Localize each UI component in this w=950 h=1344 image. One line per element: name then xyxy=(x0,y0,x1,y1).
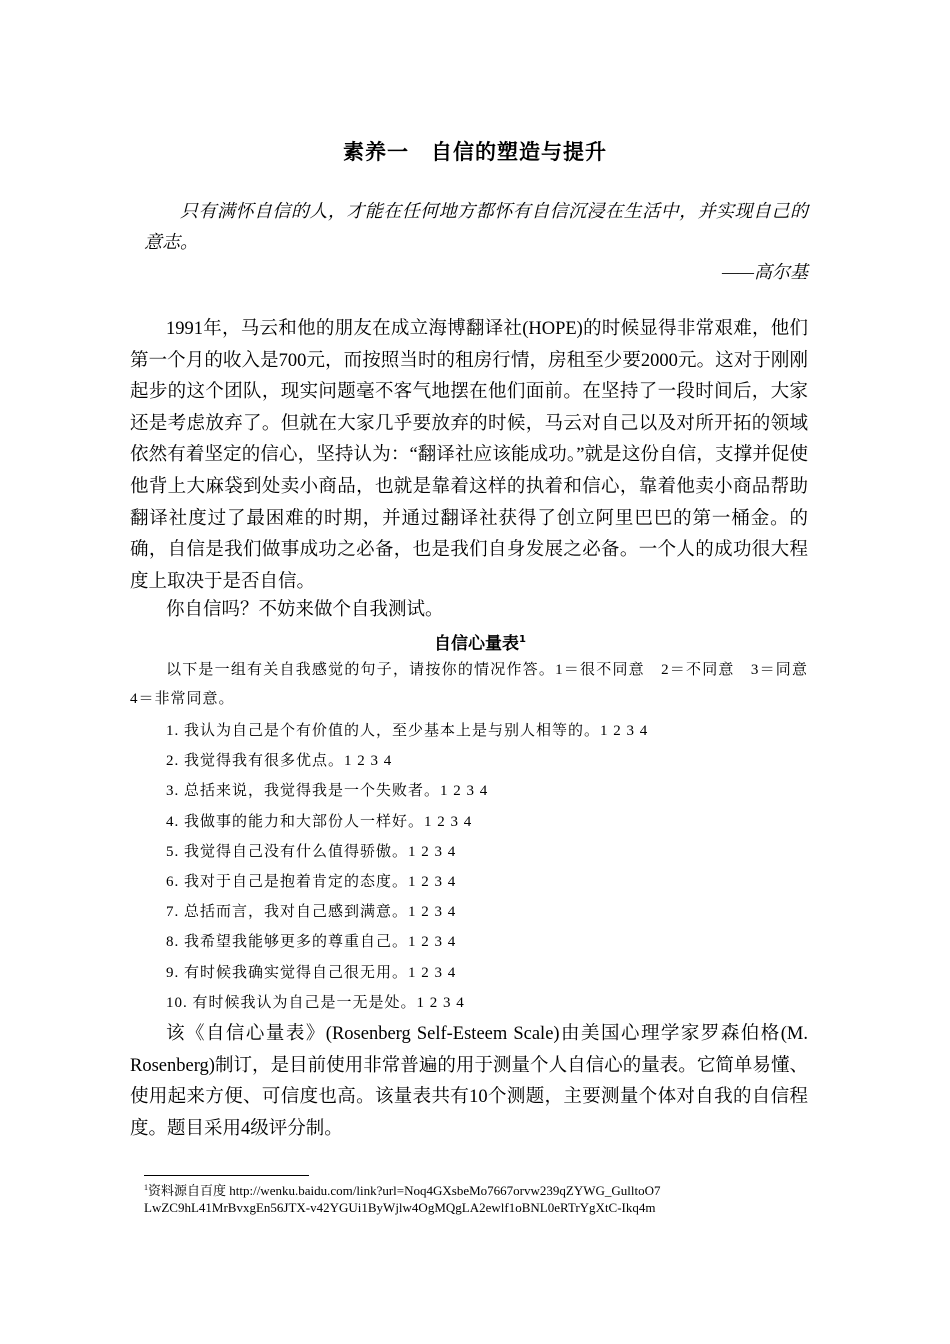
scale-instructions: 以下是一组有关自我感觉的句子，请按你的情况作答。1＝很不同意 2＝不同意 3＝同意 4＝非常同意。 xyxy=(130,662,825,707)
page-title: 素养一 自信的塑造与提升 xyxy=(343,140,607,164)
scale-item: 4. 我做事的能力和大部份人一样好。1 2 3 4 xyxy=(166,813,473,830)
scale-title-text: 自信心量表 xyxy=(434,634,520,654)
scale-item: 2. 我觉得我有很多优点。1 2 3 4 xyxy=(166,753,393,770)
footnote xyxy=(144,1180,664,1216)
scale-item: 8. 我希望我能够更多的尊重自己。1 2 3 4 xyxy=(166,934,457,951)
document-page xyxy=(130,0,825,1344)
scale-title xyxy=(130,627,830,657)
scale-item: 1. 我认为自己是个有价值的人，至少基本上是与别人相等的。1 2 3 4 xyxy=(166,723,649,739)
footnote-mark: 1 xyxy=(144,1183,148,1192)
scale-item: 7. 总括而言，我对自己感到满意。1 2 3 4 xyxy=(166,904,457,921)
story-paragraph: 1991年，马云和他的朋友在成立海博翻译社(HOPE)的时候显得非常艰难，他们第一个月的收入是700元，而按照当时的租房行情，房租至少要2000元。这对于刚刚起步的这个团队，现实问题毫不客气地摆在他们面前。在坚持了一段时间后，大家还是考虑放弃了。但就在大家几乎要放弃的时候，马云对自己以及对所开拓的领域依然有着坚定的信心，坚持认为：“翻译社应该能成功。”就是这份自信，支撑并促使他背上大麻袋到处卖小商品，也就是靠着这样的执着和信心，靠着他卖小商品帮助翻译社度过了最困难的时期，并通过翻译社获得了创立阿里巴巴的第一桶金。的确，自信是我们做事成功之必备，也是我们自身发展之必备。一个人的成功很大程度上取决于是否自信。 xyxy=(130,319,808,592)
footnote-reference: 1 xyxy=(519,634,526,645)
epigraph-quote: 只有满怀自信的人，才能在任何地方都怀有自信沉浸在生活中，并实现自己的意志。 xyxy=(144,201,808,252)
scale-item: 9. 有时候我确实觉得自己很无用。1 2 3 4 xyxy=(166,964,457,981)
footnote-divider xyxy=(144,1175,309,1176)
scale-item: 3. 总括来说，我觉得我是一个失败者。1 2 3 4 xyxy=(166,783,489,800)
scale-item: 5. 我觉得自己没有什么值得骄傲。1 2 3 4 xyxy=(166,843,457,860)
footnote-text: 资料源自百度 http://wenku.baidu.com/link?url=Noq4GXsbeMo7667orvw239qZYWG_GulltoO7LwZC9hL41MrBvxgEn56JTX-v42YGUi1ByWjlw4OgMQgLA2ewlf1oBNL0eRTrYgXtC-Ikq4m xyxy=(144,1183,661,1215)
scale-item: 10. 有时候我认为自己是一无是处。1 2 3 4 xyxy=(166,994,465,1011)
epigraph-author: ——高尔基 xyxy=(721,262,808,282)
scale-description-paragraph: 该《自信心量表》(Rosenberg Self-Esteem Scale)由美国心理学家罗森伯格(M. Rosenberg)制订，是目前使用非常普遍的用于测量个人自信心的量表。它简单易懂、使用起来方便、可信度也高。该量表共有10个测题，主要测量个体对自我的自信程度。题目采用4级评分制。 xyxy=(130,1024,808,1139)
scale-item: 6. 我对于自己是抱着肯定的态度。1 2 3 4 xyxy=(166,873,457,890)
scale-items-list xyxy=(166,716,648,1018)
question-paragraph: 你自信吗？不妨来做个自我测试。 xyxy=(166,600,444,620)
